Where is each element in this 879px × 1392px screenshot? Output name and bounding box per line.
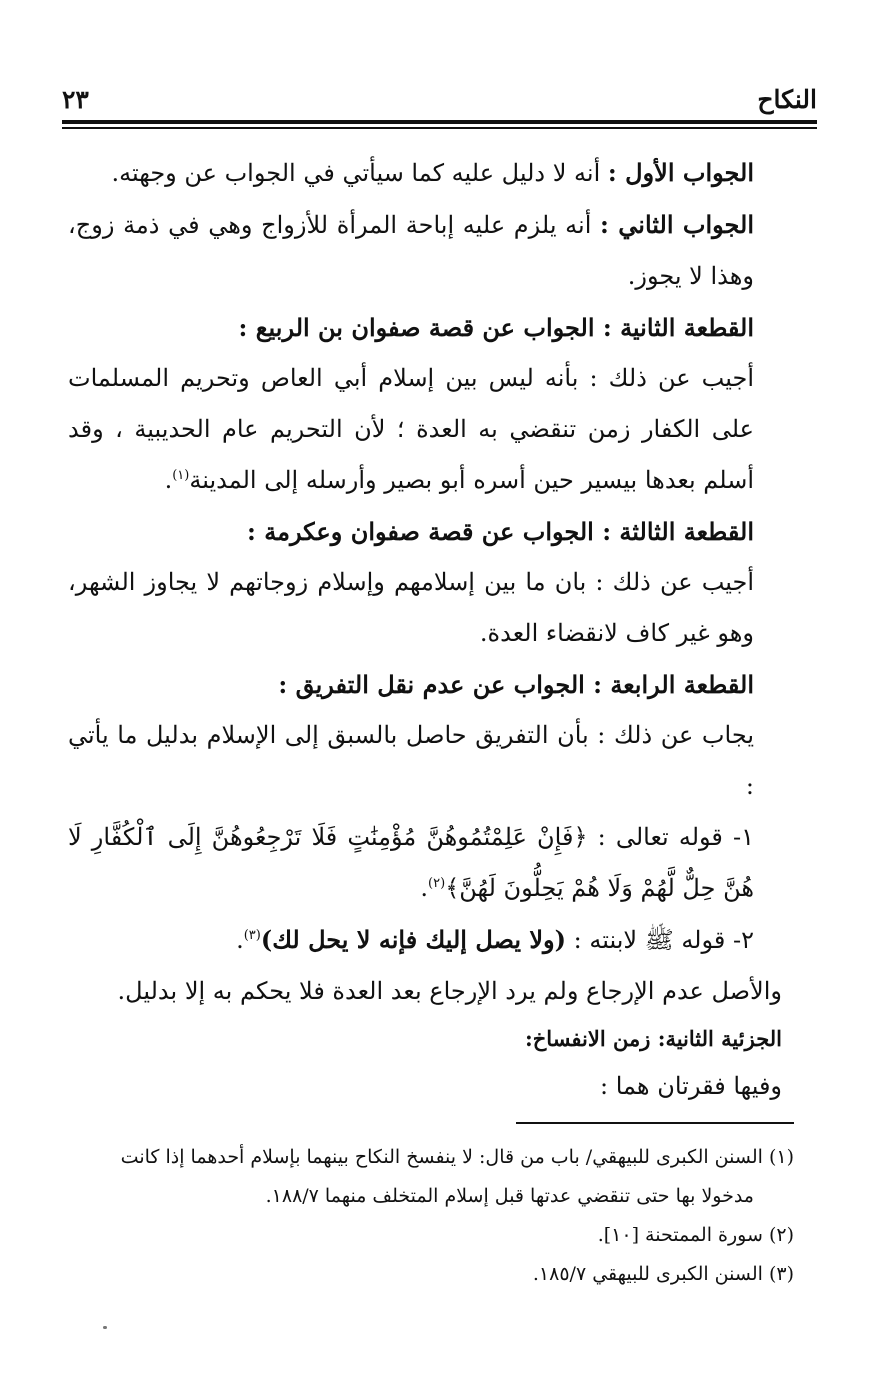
- footnote-1: [60, 1138, 794, 1177]
- quran-verse: ﴿فَإِنْ عَلِمْتُمُوهُنَّ مُؤْمِنَٰتٍ فَلَا تَرْجِعُوهُنَّ إِلَى ٱلْكُفَّارِ لَا هُنَّ حِلٌّ لَّهُمْ وَلَا هُمْ يَحِلُّونَ لَهُنَّ﴾: [68, 823, 754, 902]
- header-rule-thin: [62, 127, 817, 129]
- answer-1-label: الجواب الأول :: [607, 158, 754, 187]
- evidence-item-2: [68, 914, 782, 966]
- item-2-end: .: [236, 926, 244, 954]
- part-3-heading: القطعة الثالثة : الجواب عن قصة صفوان وعكرمة :: [247, 517, 754, 546]
- part-2-paragraph: [68, 353, 782, 506]
- answer-1-text: أنه لا دليل عليه كما سيأتي في الجواب عن وجهته.: [111, 159, 601, 187]
- answer-1-paragraph: [68, 147, 782, 199]
- part-2-heading: القطعة الثانية : الجواب عن قصة صفوان بن الربيع :: [238, 313, 754, 342]
- footnote-3: [60, 1255, 794, 1294]
- footnote-2-number: (٢): [768, 1224, 794, 1246]
- item-1-end: .: [420, 874, 429, 902]
- evidence-item-1: [68, 812, 782, 914]
- footnote-ref-3: (٣): [243, 928, 261, 943]
- part-4-heading: القطعة الرابعة : الجواب عن عدم نقل التفريق :: [278, 670, 754, 699]
- subsection-intro: وفيها فقرتان هما :: [600, 1072, 782, 1100]
- part-2-end: .: [164, 466, 173, 494]
- footnote-1-text: السنن الكبرى للبيهقي/ باب من قال: لا ينفسخ النكاح بينهما بإسلام أحدهما إذا كانت: [120, 1146, 763, 1168]
- conclusion-paragraph: والأصل عدم الإرجاع ولم يرد الإرجاع بعد العدة فلا يحكم به إلا بدليل.: [117, 977, 782, 1005]
- answer-2-text: أنه يلزم عليه إباحة المرأة للأزواج وهي في ذمة زوج، وهذا لا يجوز.: [68, 211, 754, 290]
- item-1-prefix: ١- قوله تعالى :: [587, 823, 755, 851]
- footnote-3-number: (٣): [768, 1263, 794, 1285]
- page-header: [62, 84, 817, 118]
- footnote-1-number: (١): [768, 1146, 794, 1168]
- footnote-separator: [516, 1122, 794, 1124]
- part-4-intro: يجاب عن ذلك : بأن التفريق حاصل بالسبق إلى الإسلام بدليل ما يأتي :: [68, 721, 754, 800]
- footnote-ref-1: (١): [172, 468, 190, 483]
- part-3-paragraph: أجيب عن ذلك : بان ما بين إسلامهم وإسلام زوجاتهم لا يجاوز الشهر، وهو غير كاف لانقضاء العدة.: [68, 568, 754, 647]
- hadith-quote: (ولا يصل إليك فإنه لا يحل لك): [260, 925, 566, 954]
- subsection-heading: الجزئية الثانية: زمن الانفساخ:: [524, 1026, 782, 1051]
- item-2-prefix: ٢- قوله ﷺ لابنته :: [566, 926, 754, 954]
- footnotes: [60, 1138, 794, 1294]
- running-title: النكاح: [757, 85, 817, 114]
- header-rule-thick: [62, 120, 817, 124]
- footnote-ref-2: (٢): [428, 876, 446, 891]
- page-number: ٢٣: [62, 85, 89, 114]
- answer-2-label: الجواب الثاني :: [600, 210, 754, 239]
- scan-speck: [103, 1326, 107, 1329]
- part-2-text: أجيب عن ذلك : بأنه ليس بين إسلام أبي العاص وتحريم المسلمات على الكفار زمن تنقضي به العدة ؛ لأن التحريم عام الحديبية ، وقد أسلم بعدها بيسير حين أسره أبو بصير وأرسله إلى المدينة: [68, 364, 754, 494]
- footnote-1-continuation: مدخولا بها حتى تنقضي عدتها قبل إسلام المتخلف منهما ١٨٨/٧.: [265, 1185, 754, 1207]
- answer-2-paragraph: [68, 199, 782, 302]
- footnote-2-text: سورة الممتحنة [١٠].: [597, 1224, 763, 1246]
- footnote-3-text: السنن الكبرى للبيهقي ١٨٥/٧.: [532, 1263, 763, 1285]
- footnote-2: [60, 1216, 794, 1255]
- body-text: [68, 147, 782, 1112]
